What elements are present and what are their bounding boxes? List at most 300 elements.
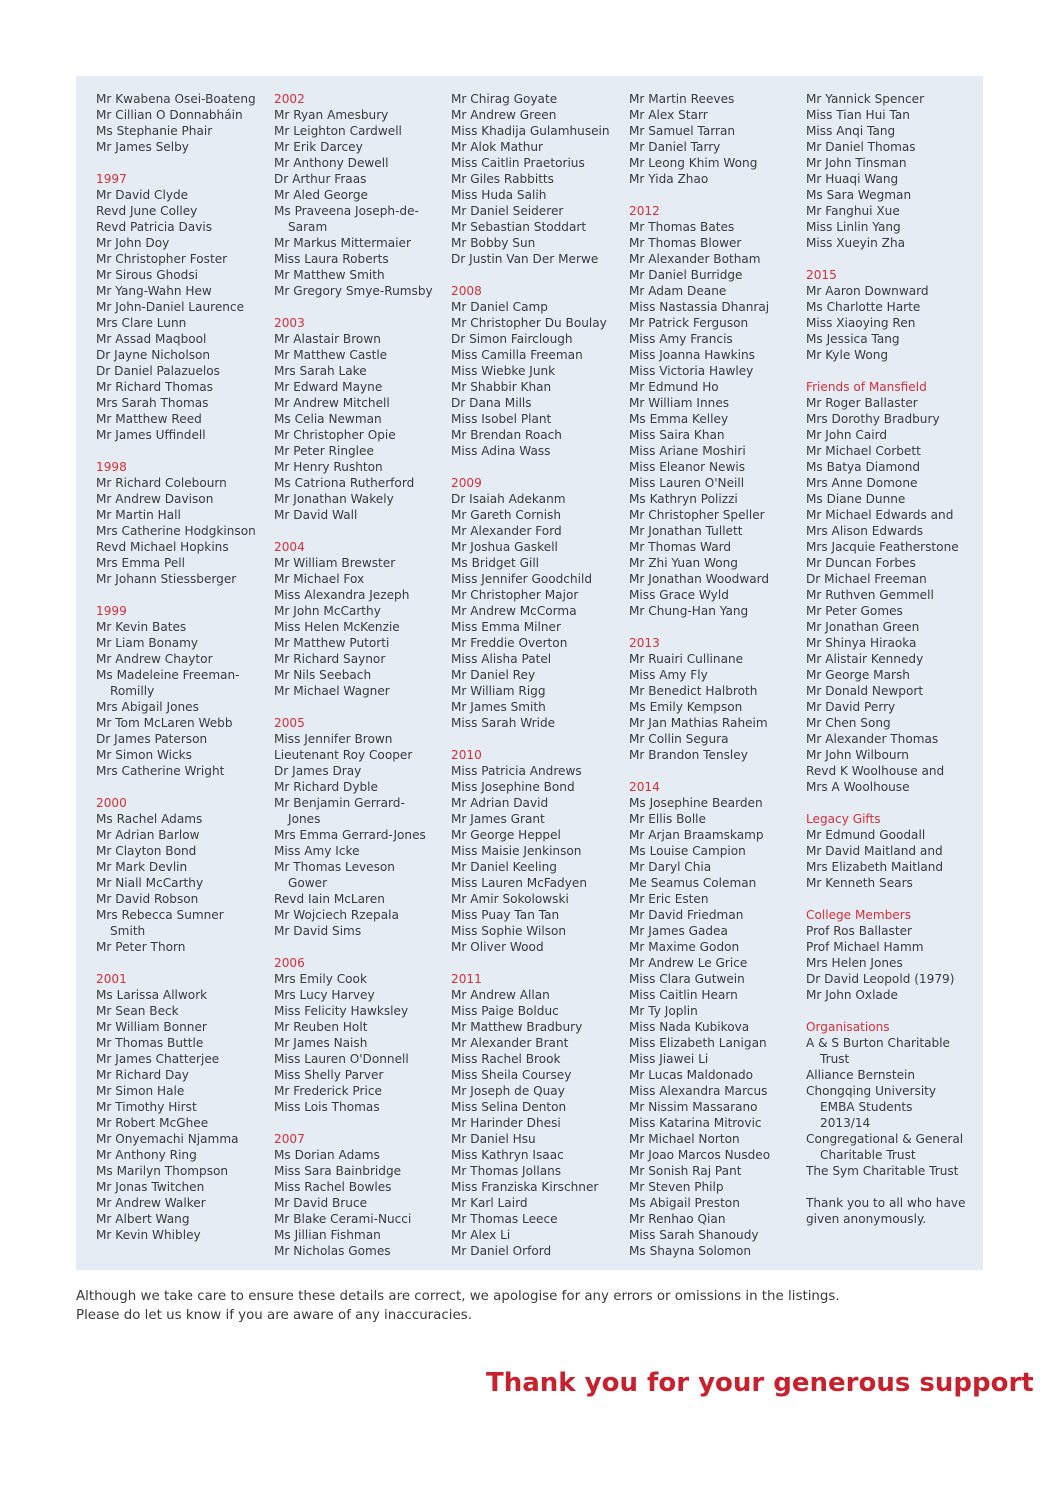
donor-entry [806, 779, 982, 795]
donor-entry [96, 1019, 272, 1035]
donor-name: Mr David Maitland and [806, 844, 943, 858]
donor-entry [96, 1035, 272, 1051]
section-heading: 2013 [629, 636, 660, 650]
donor-entry [274, 1019, 450, 1035]
donor-column-3 [451, 91, 627, 1259]
donor-name: Dr Isaiah Adekanm [451, 492, 566, 506]
donor-entry [451, 875, 627, 891]
donor-name: Mr Thomas Jollans [451, 1164, 562, 1178]
donor-entry [451, 363, 627, 379]
donor-entry [806, 171, 982, 187]
donor-name: Mr Leighton Cardwell [274, 124, 402, 138]
donor-name: Miss Lauren O'Neill [629, 476, 745, 490]
donor-entry [629, 859, 805, 875]
donor-entry [806, 699, 982, 715]
donor-entry [451, 891, 627, 907]
donor-entry [451, 171, 627, 187]
donor-name: Miss Adina Wass [451, 444, 551, 458]
donor-column-5 [806, 91, 982, 1227]
donor-name-continued: Jones [288, 812, 321, 826]
donor-name: Mr Yida Zhao [629, 172, 709, 186]
donor-entry [451, 1099, 627, 1115]
donor-name: Mr Andrew Mitchell [274, 396, 390, 410]
donor-entry [806, 923, 982, 939]
section-heading: 2014 [629, 780, 660, 794]
donor-entry [451, 251, 627, 267]
donor-name: Mr Amir Sokolowski [451, 892, 569, 906]
donor-name: Mr Frederick Price [274, 1084, 382, 1098]
donor-name: Mr Leong Khim Wong [629, 156, 758, 170]
donor-entry [96, 987, 272, 1003]
donor-name: Mr David Wall [274, 508, 358, 522]
donor-entry [806, 187, 982, 203]
donor-name: Mr Jonas Twitchen [96, 1180, 205, 1194]
donor-entry [629, 363, 805, 379]
donor-entry [806, 619, 982, 635]
donor-name: Mr Eric Esten [629, 892, 709, 906]
donor-name: Mrs Emma Gerrard-Jones [274, 828, 426, 842]
donor-name: Miss Joanna Hawkins [629, 348, 755, 362]
donor-name: Mr Samuel Tarran [629, 124, 736, 138]
donor-name: Ms Emily Kempson [629, 700, 743, 714]
donor-entry [451, 491, 627, 507]
donor-name: Mr Blake Cerami-Nucci [274, 1212, 412, 1226]
donor-name: Miss Lois Thomas [274, 1100, 380, 1114]
donor-entry [274, 1147, 450, 1163]
section-heading: 1998 [96, 460, 127, 474]
donor-name: Mr Alexander Ford [451, 524, 562, 538]
section-heading: 2002 [274, 92, 305, 106]
section-heading: Legacy Gifts [806, 812, 881, 826]
donor-entry [451, 843, 627, 859]
donor-entry [629, 299, 805, 315]
donor-entry [274, 779, 450, 795]
donor-entry [806, 651, 982, 667]
donor-entry [629, 555, 805, 571]
donor-entry [806, 523, 982, 539]
donor-entry [96, 315, 272, 331]
donor-name: Mr William Innes [629, 396, 730, 410]
donor-name: Mr Tom McLaren Webb [96, 716, 233, 730]
donor-entry [96, 91, 272, 107]
donor-name: Mrs Catherine Wright [96, 764, 225, 778]
donor-entry [629, 1099, 805, 1115]
donor-name: Miss Grace Wyld [629, 588, 729, 602]
donor-name: Mr Adam Deane [629, 284, 727, 298]
donor-entry [629, 939, 805, 955]
donor-name: Mr Daniel Thomas [806, 140, 916, 154]
donor-entry [96, 219, 272, 235]
donor-entry [629, 267, 805, 283]
donor-entry [629, 155, 805, 171]
donor-name: Mr James Grant [451, 812, 545, 826]
donor-entry [629, 1019, 805, 1035]
donor-name: Miss Rachel Brook [451, 1052, 561, 1066]
donor-entry [451, 1179, 627, 1195]
donor-entry [629, 747, 805, 763]
donor-name: Mr Brendan Roach [451, 428, 562, 442]
donor-entry [274, 123, 450, 139]
donor-entry [274, 507, 450, 523]
donor-entry [274, 843, 450, 859]
donor-name: Miss Anqi Tang [806, 124, 896, 138]
donor-entry [806, 987, 982, 1003]
donor-name: Mr Michael Wagner [274, 684, 390, 698]
donor-name: Prof Michael Hamm [806, 940, 924, 954]
section-heading: 2001 [96, 972, 127, 986]
donor-entry [451, 299, 627, 315]
donor-name: Mrs Emily Cook [274, 972, 367, 986]
donor-entry [451, 379, 627, 395]
donor-entry [629, 139, 805, 155]
section-spacer [274, 523, 450, 539]
donor-entry [451, 395, 627, 411]
donor-entry [96, 379, 272, 395]
donor-entry [806, 459, 982, 475]
donor-name: Revd Patricia Davis [96, 220, 213, 234]
donor-entry [629, 683, 805, 699]
donor-entry [806, 347, 982, 363]
donor-name: Mrs Lucy Harvey [274, 988, 375, 1002]
donor-entry [806, 427, 982, 443]
donor-name: Dr Jayne Nicholson [96, 348, 211, 362]
donor-entry [274, 1083, 450, 1099]
donor-name: Mr Alex Starr [629, 108, 708, 122]
donor-name: Miss Victoria Hawley [629, 364, 754, 378]
section-spacer [629, 619, 805, 635]
section-spacer [806, 1179, 982, 1195]
donor-entry [96, 635, 272, 651]
donor-entry [96, 539, 272, 555]
donor-name: Mr Thomas Bates [629, 220, 735, 234]
donor-entry [274, 1243, 450, 1259]
donor-entry [96, 571, 272, 587]
donor-entry [806, 491, 982, 507]
donor-name: Mr Alok Mathur [451, 140, 544, 154]
donor-name: Miss Puay Tan Tan [451, 908, 560, 922]
section-heading: 2012 [629, 204, 660, 218]
donor-name: Miss Ariane Moshiri [629, 444, 746, 458]
donor-name: Mr Daniel Orford [451, 1244, 552, 1258]
donor-entry [96, 763, 272, 779]
donor-entry [96, 667, 272, 699]
donor-name: Mr Kenneth Sears [806, 876, 913, 890]
donor-name: Mr Christopher Major [451, 588, 579, 602]
donor-entry [274, 827, 450, 843]
donor-name: Mr Arjan Braamskamp [629, 828, 764, 842]
donor-name: Mr Sirous Ghodsi [96, 268, 198, 282]
section-heading: 2007 [274, 1132, 305, 1146]
donor-entry [96, 843, 272, 859]
donor-name: Mrs Rebecca Sumner [96, 908, 224, 922]
donor-name: Mr George Marsh [806, 668, 910, 682]
donor-name: Mr Donald Newport [806, 684, 924, 698]
donor-name: Thank you to all who have [806, 1196, 966, 1210]
donor-entry [274, 491, 450, 507]
donor-entry [629, 347, 805, 363]
donor-name: Mr Andrew Walker [96, 1196, 206, 1210]
donor-entry [806, 843, 982, 859]
donor-name: Lieutenant Roy Cooper [274, 748, 413, 762]
donor-name: Miss Caitlin Hearn [629, 988, 738, 1002]
donor-entry [274, 731, 450, 747]
donor-entry [96, 1227, 272, 1243]
donor-name-continued: Romilly [110, 684, 155, 698]
donor-name: Mr Anthony Dewell [274, 156, 389, 170]
donor-entry [274, 1035, 450, 1051]
donor-name: Mr David Clyde [96, 188, 189, 202]
donor-entry [96, 203, 272, 219]
donor-entry [274, 395, 450, 411]
donor-name: Mr Cillian O Donnabháin [96, 108, 243, 122]
donor-entry [96, 283, 272, 299]
donor-entry [96, 107, 272, 123]
donor-name: Mrs Anne Domone [806, 476, 918, 490]
donor-entry [96, 347, 272, 363]
donor-entry [629, 971, 805, 987]
donor-name: Ms Dorian Adams [274, 1148, 380, 1162]
donor-entry [96, 1179, 272, 1195]
donor-entry [96, 939, 272, 955]
donor-name: Miss Huda Salih [451, 188, 547, 202]
donor-entry [451, 315, 627, 331]
donor-name: Miss Maisie Jenkinson [451, 844, 582, 858]
donor-name: Mr Ryan Amesbury [274, 108, 389, 122]
donor-entry [806, 571, 982, 587]
donor-name: Mr Daniel Rey [451, 668, 536, 682]
donor-name: Mr Jonathan Wakely [274, 492, 394, 506]
section-spacer [451, 731, 627, 747]
donor-name-continued: Charitable Trust [820, 1148, 916, 1162]
donor-name: Mr Steven Philp [629, 1180, 724, 1194]
donor-entry [274, 1227, 450, 1243]
donor-name-continued: Saram [288, 220, 328, 234]
section-heading: 2011 [451, 972, 482, 986]
donor-name: Mr George Heppel [451, 828, 561, 842]
donor-name: The Sym Charitable Trust [806, 1164, 959, 1178]
donor-name: Mr Anthony Ring [96, 1148, 197, 1162]
donor-name: Mr Harinder Dhesi [451, 1116, 561, 1130]
section-spacer [96, 779, 272, 795]
donor-entry [806, 635, 982, 651]
donor-entry [96, 715, 272, 731]
donor-name: Ms Jillian Fishman [274, 1228, 381, 1242]
donor-name: Mr Daniel Burridge [629, 268, 743, 282]
donor-name: Mr Matthew Smith [274, 268, 385, 282]
donor-entry [451, 91, 627, 107]
donor-name: Mr John Oxlade [806, 988, 898, 1002]
donor-entry [806, 443, 982, 459]
donor-entry [96, 619, 272, 635]
donor-entry [806, 203, 982, 219]
donor-name: Mr Michael Norton [629, 1132, 740, 1146]
section-spacer [274, 299, 450, 315]
donor-name: Ms Catriona Rutherford [274, 476, 415, 490]
donor-entry [96, 331, 272, 347]
donor-name: Mr Daniel Seiderer [451, 204, 564, 218]
donor-column-1 [96, 91, 272, 1243]
donor-entry [96, 523, 272, 539]
donor-name: Mr Michael Edwards and [806, 508, 954, 522]
donor-entry [96, 299, 272, 315]
donor-entry [451, 539, 627, 555]
donor-entry [806, 763, 982, 779]
donor-name: Mr Daniel Hsu [451, 1132, 536, 1146]
donor-name: Miss Caitlin Praetorius [451, 156, 585, 170]
donor-name: Mr Adrian David [451, 796, 549, 810]
donor-name: Mr Richard Thomas [96, 380, 213, 394]
donor-name: Mr David Robson [96, 892, 199, 906]
donor-name: Mr Yannick Spencer [806, 92, 925, 106]
donor-entry [274, 107, 450, 123]
section-spacer [274, 699, 450, 715]
donor-entry [451, 619, 627, 635]
donor-entry [274, 171, 450, 187]
donor-name: Mr Jan Mathias Raheim [629, 716, 768, 730]
donor-name: Mr Johann Stiessberger [96, 572, 237, 586]
donor-entry [96, 251, 272, 267]
section-spacer [96, 955, 272, 971]
donor-name: Prof Ros Ballaster [806, 924, 912, 938]
donor-entry [96, 1051, 272, 1067]
section-heading: 2010 [451, 748, 482, 762]
donor-name: Mr Matthew Reed [96, 412, 202, 426]
donor-name: Mr Andrew Davison [96, 492, 214, 506]
donor-name: Miss Jennifer Brown [274, 732, 393, 746]
donor-entry [96, 891, 272, 907]
section-heading: Organisations [806, 1020, 890, 1034]
donor-entry [274, 587, 450, 603]
donor-entry [274, 1099, 450, 1115]
donor-name: Mr Sean Beck [96, 1004, 179, 1018]
section-spacer [96, 155, 272, 171]
donor-entry [96, 1147, 272, 1163]
section-spacer [96, 587, 272, 603]
donor-entry [806, 939, 982, 955]
donor-entry [96, 827, 272, 843]
donor-name: Ms Bridget Gill [451, 556, 540, 570]
donor-name: Mr Markus Mittermaier [274, 236, 411, 250]
donor-name: Dr Simon Fairclough [451, 332, 573, 346]
donor-name: Mr Benjamin Gerrard- [274, 796, 405, 810]
donor-name: Miss Helen McKenzie [274, 620, 400, 634]
section-heading: 2006 [274, 956, 305, 970]
donor-name: Mr Brandon Tensley [629, 748, 748, 762]
donor-entry [451, 683, 627, 699]
donor-name: Miss Sarah Wride [451, 716, 556, 730]
donor-name: Mrs Jacquie Featherstone [806, 540, 959, 554]
donor-name: Miss Kathryn Isaac [451, 1148, 564, 1162]
donor-name: Mr Aled George [274, 188, 368, 202]
donor-name: Miss Nada Kubikova [629, 1020, 750, 1034]
donor-name: Mr Daniel Camp [451, 300, 548, 314]
donor-entry [451, 699, 627, 715]
donor-name: Miss Xueyin Zha [806, 236, 906, 250]
donor-entry [451, 651, 627, 667]
donor-name: Mr Assad Maqbool [96, 332, 207, 346]
donor-entry [451, 219, 627, 235]
donor-name: Miss Isobel Plant [451, 412, 552, 426]
donor-entry [629, 379, 805, 395]
donor-name: Dr James Paterson [96, 732, 208, 746]
donor-name: Revd K Woolhouse and [806, 764, 945, 778]
donor-entry [274, 347, 450, 363]
donor-name: Ms Madeleine Freeman- [96, 668, 240, 682]
donor-entry [806, 555, 982, 571]
donor-name: Mr John McCarthy [274, 604, 381, 618]
donor-name: Dr Michael Freeman [806, 572, 927, 586]
donor-entry [96, 123, 272, 139]
donor-entry [96, 1067, 272, 1083]
donor-name: Miss Sarah Shanoudy [629, 1228, 759, 1242]
donor-entry [274, 571, 450, 587]
donor-entry [806, 155, 982, 171]
donor-name: Mr Jonathan Tullett [629, 524, 743, 538]
donor-entry [451, 107, 627, 123]
donor-entry [274, 923, 450, 939]
donor-name: Mr Alistair Kennedy [806, 652, 924, 666]
donor-name: Mr Oliver Wood [451, 940, 544, 954]
donor-entry [806, 539, 982, 555]
donor-name: Mr Collin Segura [629, 732, 729, 746]
donor-name: Mrs Clare Lunn [96, 316, 187, 330]
donor-entry [629, 331, 805, 347]
donor-entry [629, 459, 805, 475]
donor-entry [629, 1131, 805, 1147]
donor-entry [451, 1163, 627, 1179]
donor-name: Miss Franziska Kirschner [451, 1180, 599, 1194]
donor-entry [274, 747, 450, 763]
donor-entry [96, 859, 272, 875]
donor-entry [451, 1211, 627, 1227]
donor-entry [274, 987, 450, 1003]
donor-entry [451, 1067, 627, 1083]
donor-entry [96, 187, 272, 203]
donor-entry [96, 1099, 272, 1115]
donor-name: Mr Sonish Raj Pant [629, 1164, 742, 1178]
donor-entry [629, 1243, 805, 1259]
donor-name: Mr Christopher Speller [629, 508, 765, 522]
donor-entry [274, 267, 450, 283]
donor-entry [274, 459, 450, 475]
donor-entry [274, 1211, 450, 1227]
donor-name: Mrs Catherine Hodgkinson [96, 524, 256, 538]
donor-name-continued: 2013/14 [820, 1116, 871, 1130]
donor-name: Dr James Dray [274, 764, 362, 778]
donor-name: Mr Michael Corbett [806, 444, 921, 458]
donor-entry [96, 267, 272, 283]
donor-name: Ms Larissa Allwork [96, 988, 208, 1002]
donor-entry [274, 907, 450, 923]
donor-name: A & S Burton Charitable [806, 1036, 950, 1050]
donor-entry [629, 1163, 805, 1179]
donor-entry [451, 1195, 627, 1211]
donor-name: Mr Henry Rushton [274, 460, 383, 474]
donor-entry [451, 1131, 627, 1147]
donor-entry [451, 427, 627, 443]
donor-name: Mr Matthew Castle [274, 348, 388, 362]
donor-entry [96, 475, 272, 491]
donor-name: Mr Alexander Thomas [806, 732, 939, 746]
section-heading: 2015 [806, 268, 837, 282]
donor-name: Miss Jiawei Li [629, 1052, 709, 1066]
donor-name: Ms Kathryn Polizzi [629, 492, 738, 506]
donor-name: Mr Robert McGhee [96, 1116, 209, 1130]
donor-entry [629, 523, 805, 539]
donor-entry [274, 971, 450, 987]
donor-name: Mr Daryl Chia [629, 860, 712, 874]
donor-entry [96, 491, 272, 507]
